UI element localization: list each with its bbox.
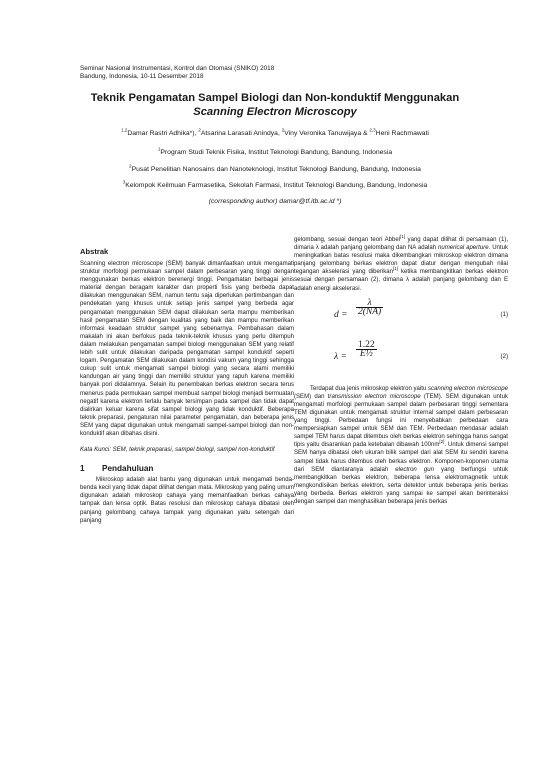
conference-date: Bandung, Indonesia, 10-11 Desember 2018	[80, 73, 204, 80]
equation-1-number: (1)	[500, 310, 508, 318]
abstract-heading: Abstrak	[80, 247, 109, 256]
text-run-italic: electron gun	[395, 466, 434, 473]
affiliation-2-sup: 2	[129, 163, 132, 169]
equation-2-denominator: E½	[359, 348, 373, 359]
conference-header: Seminar Nasional Instrumentasi, Kontrol dan Otomasi (SNIKO) 2018	[80, 65, 275, 72]
paper-title	[40, 92, 510, 119]
author-4: Heni Rachmawati	[375, 130, 429, 137]
author-4-sup: 2,3	[369, 127, 376, 133]
affiliation-1-text: Program Studi Teknik Fisika, Institut Teknologi Bandung, Bandung, Indonesia	[160, 149, 393, 156]
title-line-1: Teknik Pengamatan Sampel Biologi dan Non-konduktif Menggunakan	[90, 92, 460, 104]
text-run: (SEM) dan	[294, 393, 328, 400]
text-run: Terdapat dua jenis mikroskop elektron yaitu	[310, 385, 428, 392]
left-column	[80, 236, 294, 525]
keywords: Kata Kunci: SEM, teknik preparasi, sampel biologi, sampel non-konduktif	[80, 447, 275, 454]
citation: [1]	[400, 233, 406, 239]
citation: [1]	[392, 266, 398, 272]
text-run-italic: transmission electron microscope	[327, 393, 421, 400]
affiliation-2-text: Pusat Penelitian Nanosains dan Nanoteknologi, Institut Teknologi Bandung, Bandung, Indonesia	[131, 166, 421, 173]
text-run-italic: numerical aperture	[437, 245, 489, 252]
affiliation-3	[40, 179, 510, 190]
section-title: Pendahuluan	[102, 464, 154, 474]
text-run-italic: scanning electron microscope	[428, 385, 508, 392]
text-run: gelombang, sesuai dengan teori Abbel	[294, 237, 401, 243]
text-run: (TEM). SEM digunakan untuk mengamati morfologi permukaan sampel dalam perbesaran tinggi sementara TEM digunakan untuk mengamati struktur internal sampel dalam perbesaran yang tinggi. Perbedaan fungsi ini menyebabkan perbedaan cara mempersiapkan sampel untuk SEM dan TEM. Perbedaan mendasar adalah sampel TEM harus dapat ditembus oleh berkas elektron sehingga harus sangat tipis yaitu disarankan pada ketebalan dibawah 100nm	[294, 393, 508, 449]
author-1-sup: 1,2	[121, 127, 128, 133]
text-run: . Untuk meningkatkan batas resolusi maka dikembangkan mikroskop elektron dimana panjang gelombang berkas elektron dapat diatur dengan mengubah nilai tegangan akselerasi yang diberikan	[294, 245, 508, 276]
author-1: Damar Rastri Adhika*)	[127, 130, 195, 137]
section-number: 1	[80, 464, 85, 474]
abstract-body: Scanning electron microscope (SEM) banyak dimanfaatkan untuk mengamati struktur morfologi permukaan sampel dalam perbesaran yang tinggi dengan menggunakan berkas elektron berenergi tinggi. Pengamatan berbagai jenis material dengan beragam karakter dan properti fisis yang berbeda dapat dilakukan menggunakan SEM, namun tentu saja diperlukan pertimbangan dan pendekatan yang khusus untuk setiap jenis sampel yang berbeda agar pengamatan menggunakan SEM dapat dilakukan serta mampu memberikan hasil pengamatan SEM dengan kualitas yang baik dan mampu memberikan informasi keadaan struktur sampel yang sebenarnya. Pembahasan dalam makalah ini akan berfokus pada teknik-teknik khusus yang perlu ditempuh dalam melakukan pengamatan sampel biologi menggunakan SEM yang relatif lebih sulit untuk dilakukan daripada pengamatan sampel konduktif seperti logam. Pengamatan SEM dilakukan dalam kondisi vakum yang tinggi sehingga cukup sulit untuk mengamati sampel biologi yang secara alami memiliki kandungan air yang tinggi dan memiliki struktur yang rapuh karena memiliki banyak pori didalamnya. Selain itu penembakan berkas elektron secara terus menerus pada permukaan sampel membuat sampel biologi menjadi bermuatan negatif karena elektron terlalu banyak tersimpan pada sampel dan tidak dapat dialirkan keluar karena sifat sampel biologi yang tidak konduktif. Beberapa teknik preparasi, pengaturan nilai parameter pengamatan, dan beberapa jenis SEM yang dapat digunakan untuk mengamati sampel-sampel biologi dan non-konduktif akan dibahas disini.	[80, 261, 294, 437]
author-separator: ,	[277, 130, 282, 137]
affiliation-2	[40, 163, 510, 174]
text-run: yang dapat dilihat di persamaan (1), dimana λ adalah panjang gelombang dan NA adalah	[294, 237, 509, 252]
author-3-sup: 2	[281, 127, 285, 133]
equation-1-lhs: d =	[334, 309, 348, 320]
equation-2-number: (2)	[500, 352, 508, 360]
affiliation-3-text: Kelompok Keilmuan Farmasetika, Sekolah Farmasi, Institut Teknologi Bandung, Bandung, Indonesia	[125, 182, 428, 189]
equation-1-numerator: λ	[367, 297, 372, 308]
citation: [2]	[439, 439, 445, 445]
title-line-2: Scanning Electron Microscopy	[193, 105, 357, 118]
equation-1	[294, 299, 508, 335]
author-list	[40, 127, 510, 138]
affiliation-3-sup: 3	[122, 179, 126, 185]
affiliation-1	[40, 146, 510, 157]
section-1-body: Mikroskop adalah alat bantu yang digunakan untuk mengamati benda-benda kecil yang tidak dapat dilihat dengan mata. Mikroskop yang paling umum digunakan adalah mikroskop cahaya yang memanfaatkan berkas cahaya tampak dan lensa optik. Batas resolusi dan mikroskop cahaya dibatasi oleh panjang gelombang cahaya tampak yang digunakan yaitu setengah dari panjang	[80, 477, 294, 524]
author-3: Viny Veronika Tanuwijaya &	[284, 130, 370, 137]
author-2-sup: 2	[198, 127, 201, 133]
author-2: Atsarina Larasati Anindya	[200, 130, 278, 137]
section-1-heading	[80, 464, 294, 474]
right-column	[294, 233, 509, 506]
equation-2-lhs: λ =	[334, 351, 347, 362]
text-run: yang berfungsi untuk membangkitkan berkas elektron, beberapa lensa elektromagnetik untuk mengkondisikan berkas elektron, serta detektor untuk beberapa jenis berkas yang berbeda. Berkas elektron yang sampai ke sampel akan berinteraksi dengan sampel dan menghasilkan beberapa jenis berkas	[294, 466, 508, 505]
equation-2	[294, 341, 508, 377]
equation-1-denominator: 2(NA)	[358, 306, 382, 317]
equation-2-fraction	[356, 341, 377, 358]
text-run: . Untuk dimensi sampel SEM hanya dibatasi oleh ukuran bilik sampel dari alat SEM itu sendiri karena sampel tidak harus ditembus oleh berkas elektron. Komponen-koponen utama dari SEM diantaranya adalah	[294, 442, 508, 473]
intro-continued	[294, 233, 509, 293]
equation-1-fraction	[356, 299, 383, 316]
text-run: ketika membangkitkan berkas elektron sesuai dengan persamaan (2), dimana λ adalah panjang gelombang dan E adalah energi akselerasi.	[294, 269, 508, 292]
affiliation-1-sup: 1	[157, 146, 161, 152]
corresponding-author: (corresponding author) damar@tf.itb.ac.id *)	[208, 198, 342, 205]
author-separator: ,	[194, 130, 199, 137]
sem-tem-paragraph	[294, 385, 508, 506]
equation-2-numerator: 1.22	[358, 339, 375, 350]
